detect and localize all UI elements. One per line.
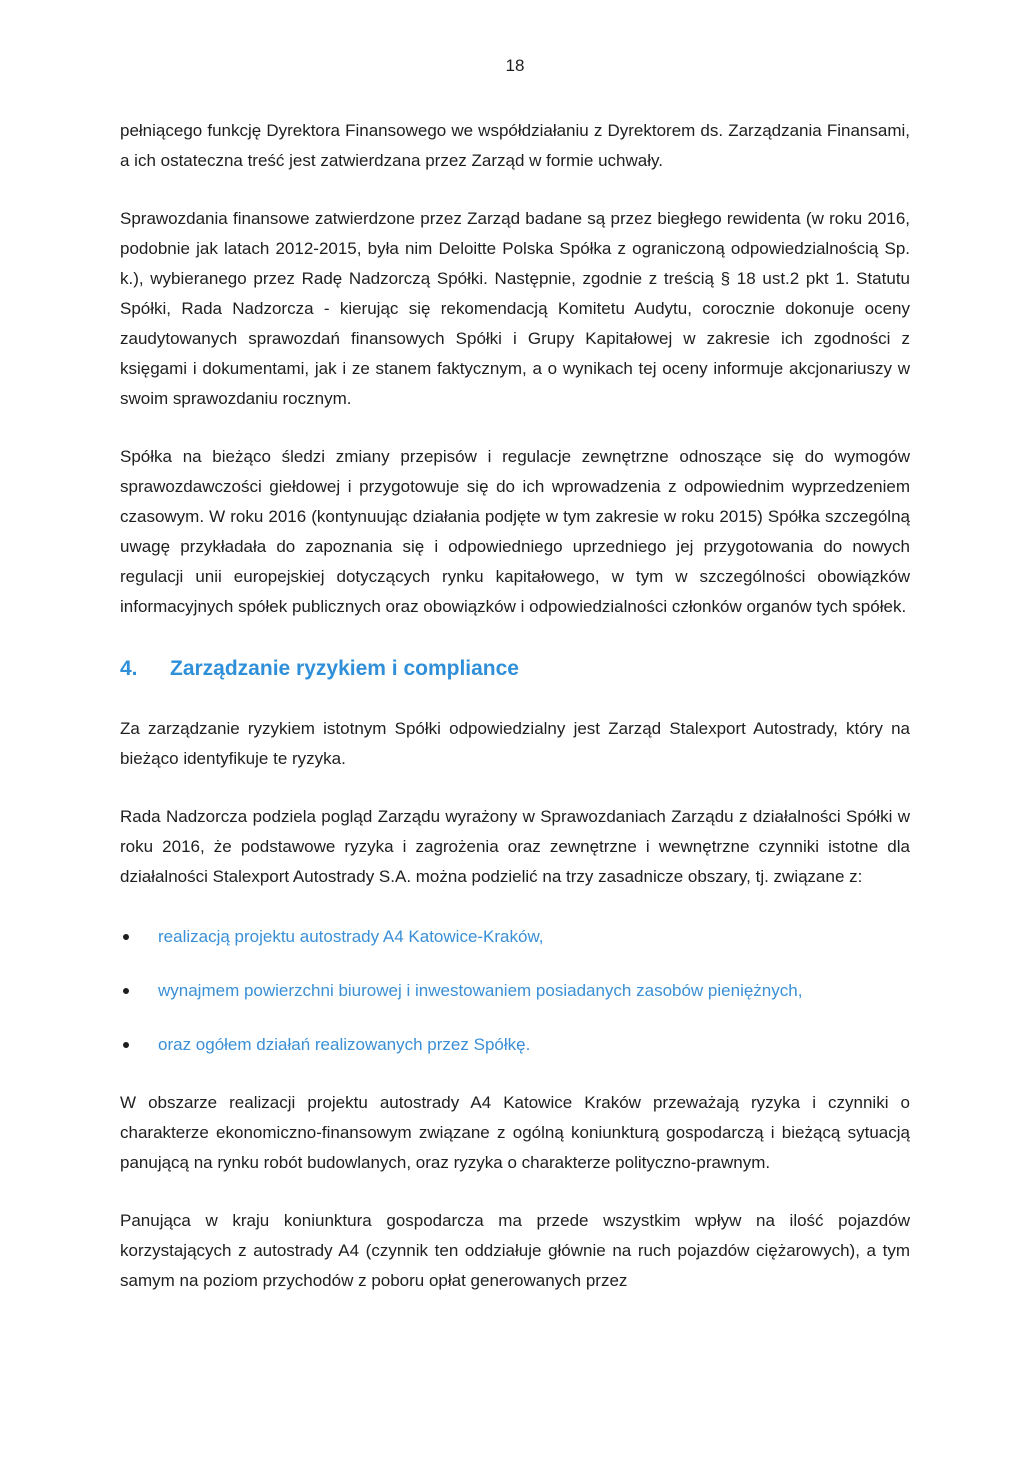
section-title: Zarządzanie ryzykiem i compliance: [170, 657, 519, 680]
risk-areas-list: [120, 922, 910, 1060]
page-number: 18: [505, 56, 525, 75]
section-heading: [120, 652, 910, 686]
list-item: realizacją projektu autostrady A4 Katowice-Kraków,: [120, 922, 910, 952]
paragraph-regulations: Spółka na bieżąco śledzi zmiany przepisów i regulacje zewnętrzne odnoszące się do wymogów sprawozdawczości giełdowej i przygotowuje się do ich wprowadzenia z odpowiednim wyprzedzeniem czasowym. W roku 2016 (kontynuując działania podjęte w tym zakresie w roku 2015) Spółka szczególną uwagę przykładała do zapoznania się i odpowiedniego uprzedniego jej przygotowania do nowych regulacji unii europejskiej dotyczących rynku kapitałowego, w tym w szczególności obowiązków informacyjnych spółek publicznych oraz obowiązków i odpowiedzialności członków organów tych spółek.: [120, 447, 910, 616]
paragraph-continued: pełniącego funkcję Dyrektora Finansowego we współdziałaniu z Dyrektorem ds. Zarządzania Finansami, a ich ostateczna treść jest zatwierdzana przez Zarząd w formie uchwały.: [120, 121, 910, 170]
list-item: oraz ogółem działań realizowanych przez Spółkę.: [120, 1030, 910, 1060]
paragraph-economy: Panująca w kraju koniunktura gospodarcza ma przede wszystkim wpływ na ilość pojazdów korzystających z autostrady A4 (czynnik ten oddziałuje głównie na ruch pojazdów ciężarowych), a tym samym na poziom przychodów z poboru opłat generowanych przez: [120, 1211, 910, 1290]
paragraph-audit: Sprawozdania finansowe zatwierdzone przez Zarząd badane są przez biegłego rewidenta (w roku 2016, podobnie jak latach 2012-2015, była nim Deloitte Polska Spółka z ograniczoną odpowiedzialnością Sp. k.), wybieranego przez Radę Nadzorczą Spółki. Następnie, zgodnie z treścią § 18 ust.2 pkt 1. Statutu Spółki, Rada Nadzorcza - kierując się rekomendacją Komitetu Audytu, corocznie dokonuje oceny zaudytowanych sprawozdań finansowych Spółki i Grupy Kapitałowej w zakresie ich zgodności z księgami i dokumentami, jak i ze stanem faktycznym, a o wynikach tej oceny informuje akcjonariuszy w swoim sprawozdaniu rocznym.: [120, 209, 910, 408]
paragraph-risk-management: Za zarządzanie ryzykiem istotnym Spółki odpowiedzialny jest Zarząd Stalexport Autostrady, który na bieżąco identyfikuje te ryzyka.: [120, 719, 910, 768]
page-content: [120, 116, 910, 1296]
paragraph-a4-risks: W obszarze realizacji projektu autostrady A4 Katowice Kraków przeważają ryzyka i czynniki o charakterze ekonomiczno-finansowym związane z ogólną koniunkturą gospodarczą i bieżącą sytuacją panującą na rynku robót budowlanych, oraz ryzyka o charakterze polityczno-prawnym.: [120, 1093, 910, 1172]
list-item: wynajmem powierzchni biurowej i inwestowaniem posiadanych zasobów pieniężnych,: [120, 976, 910, 1006]
paragraph-risk-areas: Rada Nadzorcza podziela pogląd Zarządu wyrażony w Sprawozdaniach Zarządu z działalności Spółki w roku 2016, że podstawowe ryzyka i zagrożenia oraz zewnętrzne i wewnętrzne czynniki istotne dla działalności Stalexport Autostrady S.A. można podzielić na trzy zasadnicze obszary, tj. związane z:: [120, 807, 910, 886]
section-number: 4.: [120, 657, 138, 680]
